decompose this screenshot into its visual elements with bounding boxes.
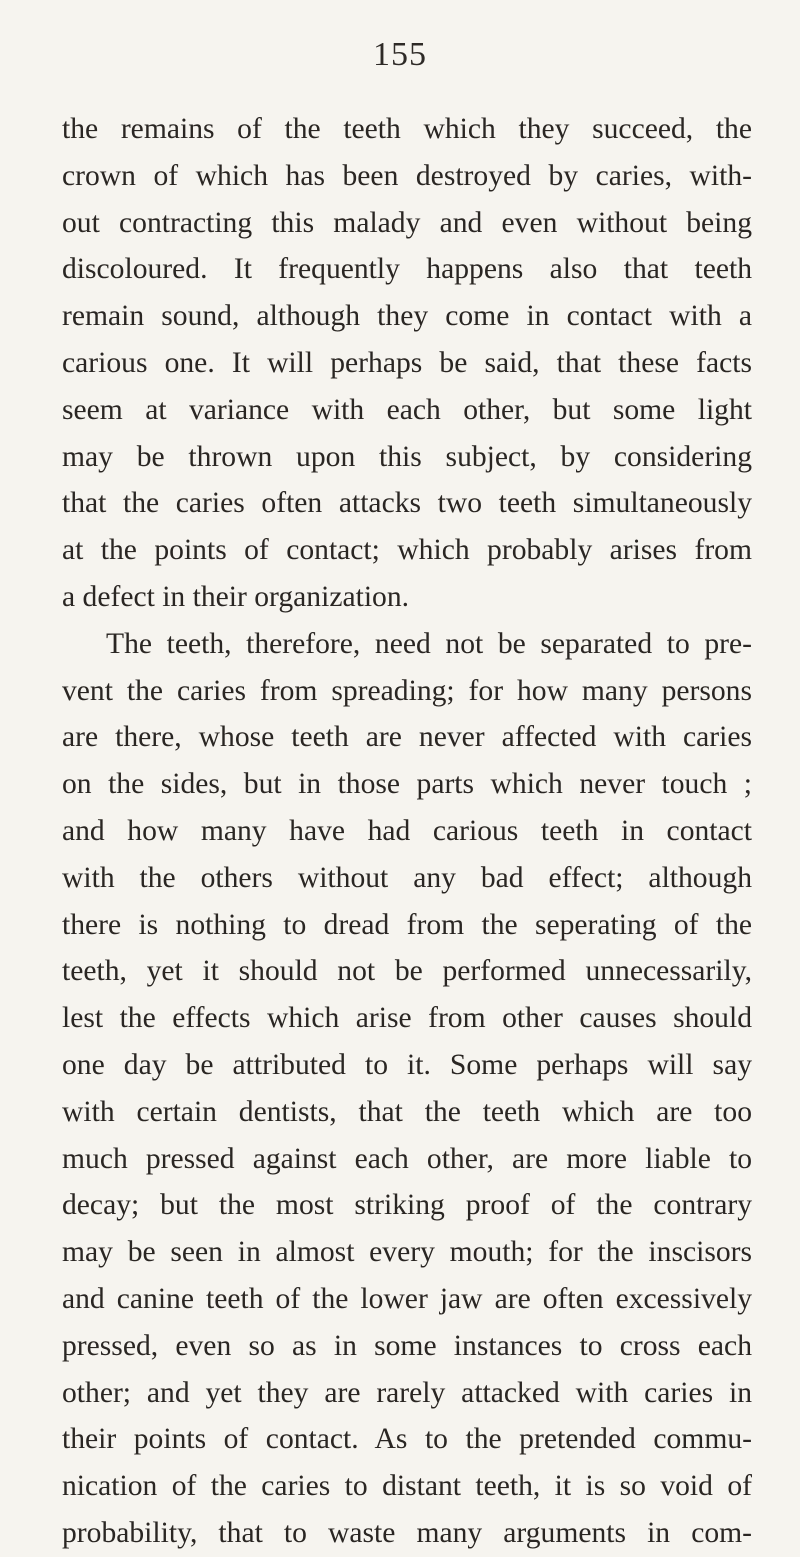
text-line: seem at variance with each other, but some light — [62, 393, 752, 426]
text-line: probability, that to waste many arguments in com- — [62, 1516, 752, 1549]
text-line: their points of contact. As to the pretended commu- — [62, 1423, 752, 1456]
text-line: remain sound, although they come in contact with a — [62, 300, 752, 333]
text-line: on the sides, but in those parts which never touch ; — [62, 768, 752, 801]
text-line: that the caries often attacks two teeth simultaneously — [62, 487, 752, 520]
text-line: the remains of the teeth which they succeed, the — [62, 113, 752, 145]
text-line: other; and yet they are rarely attacked with caries in — [62, 1376, 752, 1409]
text-line: at the points of contact; which probably arises from — [62, 534, 752, 567]
text-line: nication of the caries to distant teeth, it is so void of — [62, 1470, 752, 1503]
text-line: one day be attributed to it. Some perhaps will say — [62, 1048, 752, 1081]
text-line: there is nothing to dread from the seperating of the — [62, 908, 752, 941]
text-line: vent the caries from spreading; for how many persons — [62, 674, 752, 707]
text-line: decay; but the most striking proof of the contrary — [62, 1189, 752, 1222]
text-line: teeth, yet it should not be performed unnecessarily, — [62, 955, 752, 988]
text-line: discoloured. It frequently happens also that teeth — [62, 253, 752, 286]
text-line: pressed, even so as in some instances to cross each — [62, 1329, 752, 1362]
body-text — [62, 106, 752, 1557]
text-line: and canine teeth of the lower jaw are often excessively — [62, 1282, 752, 1315]
text-line: lest the effects which arise from other causes should — [62, 1002, 752, 1035]
page-number: 155 — [373, 36, 427, 73]
text-line: with certain dentists, that the teeth which are too — [62, 1095, 752, 1128]
text-line: may be thrown upon this subject, by considering — [62, 440, 752, 473]
text-line: The teeth, therefore, need not be separated to pre- — [106, 627, 752, 660]
text-line: and how many have had carious teeth in contact — [62, 814, 752, 847]
text-line: are there, whose teeth are never affected with caries — [62, 721, 752, 754]
text-line: carious one. It will perhaps be said, that these facts — [62, 346, 752, 379]
text-line: out contracting this malady and even without being — [62, 206, 752, 239]
text-line: may be seen in almost every mouth; for the inscisors — [62, 1236, 752, 1269]
text-line: with the others without any bad effect; although — [62, 861, 752, 894]
text-line: much pressed against each other, are more liable to — [62, 1142, 752, 1175]
text-line: crown of which has been destroyed by caries, with- — [62, 159, 752, 192]
text-line: a defect in their organization. — [62, 580, 410, 613]
